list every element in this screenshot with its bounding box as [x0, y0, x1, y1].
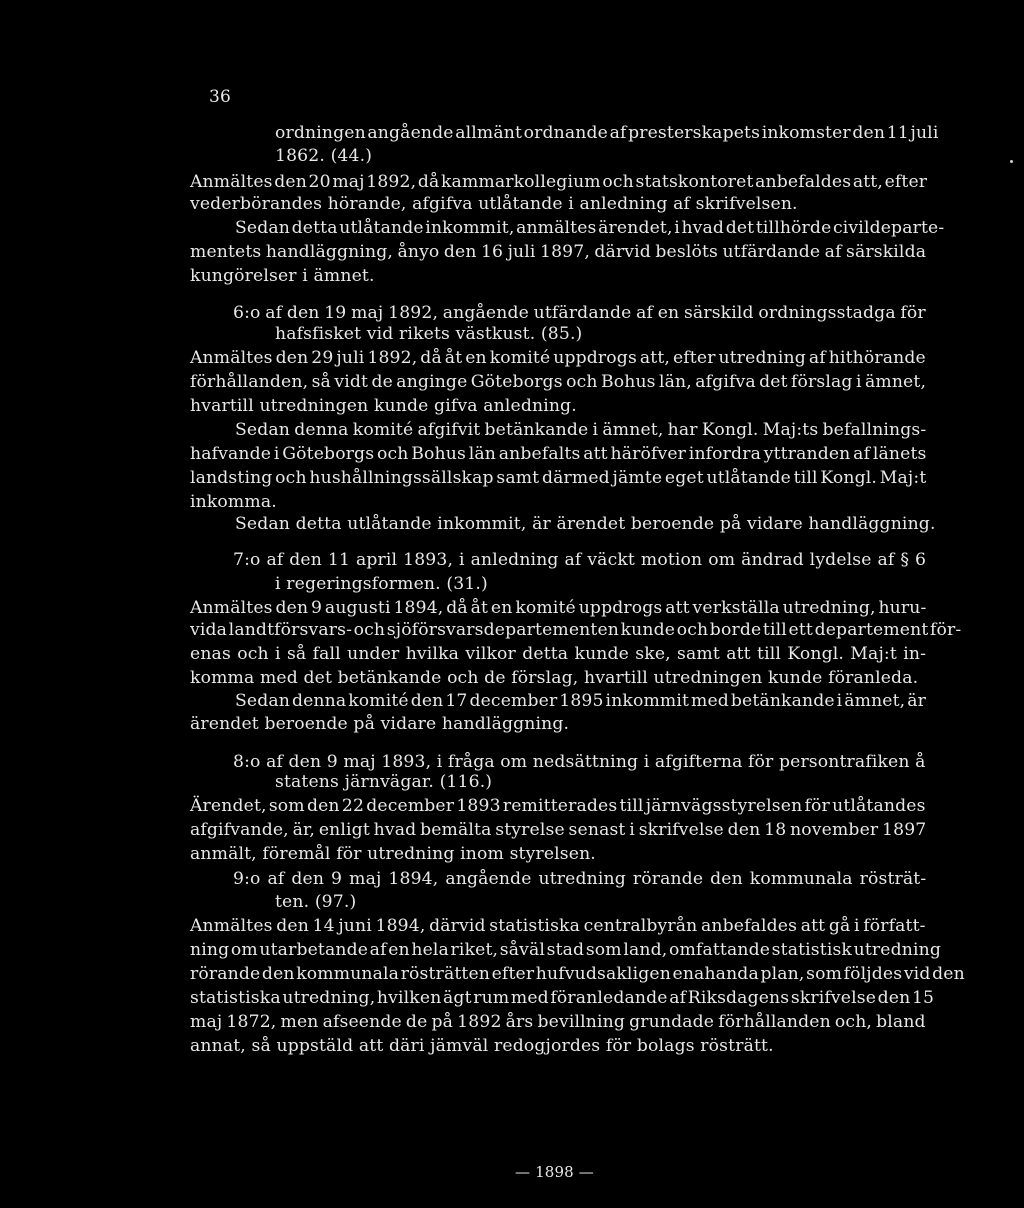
text-line: landsting och hushållningssällskap samt därmed jämte eget utlåtande till Kongl. Maj:t	[190, 468, 927, 488]
text-line: annat, så uppstäld att däri jämväl redogjordes för bolags rösträtt.	[190, 1036, 774, 1056]
text-line: rörande den kommunala rösträtten efter hufvudsakligen enahanda plan, som följdes vid den	[190, 964, 965, 984]
text-line: enas och i så fall under hvilka vilkor detta kunde ske, samt att till Kongl. Maj:t in-	[190, 644, 927, 664]
text-line: förhållanden, så vidt de anginge Göteborgs och Bohus län, afgifva det förslag i ämnet,	[190, 372, 927, 392]
text-line: komma med det betänkande och de förslag, hvartill utredningen kunde föranleda.	[190, 668, 919, 688]
text-line: 6:o af den 19 maj 1892, angående utfärdande af en särskild ordningsstadga för	[233, 303, 926, 323]
text-line: hafvande i Göteborgs och Bohus län anbefalts att häröfver infordra yttranden af länets	[190, 444, 927, 464]
text-line: Anmältes den 29 juli 1892, då åt en komité uppdrogs att, efter utredning af hithörande	[190, 348, 926, 368]
text-line: Sedan detta utlåtande inkommit, är ärendet beroende på vidare handläggning.	[235, 514, 936, 534]
text-line: 7:o af den 11 april 1893, i anledning af väckt motion om ändrad lydelse af § 6	[233, 550, 927, 570]
text-line: Sedan denna komité den 17 december 1895 inkommit med betänkande i ämnet, är	[235, 691, 927, 711]
text-line: vida landtförsvars- och sjöförsvarsdepartementen kunde och borde till ett departement för-	[190, 620, 962, 640]
text-line: kungörelser i ämnet.	[190, 266, 375, 286]
text-line: maj 1872, men afseende de på 1892 års bevillning grundade förhållanden och, bland	[190, 1012, 926, 1032]
text-line: Sedan detta utlåtande inkommit, anmältes ärendet, i hvad det tillhörde civildeparte-	[235, 218, 945, 238]
text-line: Ärendet, som den 22 december 1893 remitterades till järnvägsstyrelsen för utlåtandes	[190, 796, 926, 816]
page-number: 36	[209, 87, 231, 107]
text-line: 1862. (44.)	[275, 146, 373, 166]
text-line: 8:o af den 9 maj 1893, i fråga om nedsättning i afgifterna för persontrafiken å	[233, 752, 926, 772]
text-line: ning om utarbetande af en hela riket, såväl stad som land, omfattande statistisk utredning	[190, 940, 941, 960]
text-line: Sedan denna komité afgifvit betänkande i ämnet, har Kongl. Maj:ts befallnings-	[235, 420, 927, 440]
text-line: hafsfisket vid rikets västkust. (85.)	[275, 324, 583, 344]
text-line: hvartill utredningen kunde gifva anledning.	[190, 396, 577, 416]
text-line: 9:o af den 9 maj 1894, angående utredning rörande den kommunala rösträt-	[233, 869, 927, 889]
text-line: vederbörandes hörande, afgifva utlåtande i anledning af skrifvelsen.	[190, 194, 798, 214]
text-line: ordningen angående allmänt ordnande af presterskapets inkomster den 11 juli	[275, 123, 939, 143]
text-line: inkomma.	[190, 492, 277, 512]
scan-speck	[1010, 160, 1013, 163]
text-line: statens järnvägar. (116.)	[275, 772, 493, 792]
text-line: ten. (97.)	[275, 892, 357, 912]
text-line: afgifvande, är, enligt hvad bemälta styrelse senast i skrifvelse den 18 november 1897	[190, 820, 927, 840]
page-footer: — 1898 —	[515, 1163, 594, 1181]
text-line: mentets handläggning, ånyo den 16 juli 1897, därvid beslöts utfärdande af särskilda	[190, 242, 927, 262]
text-line: statistiska utredning, hvilken ägt rum med föranledande af Riksdagens skrifvelse den 15	[190, 988, 935, 1008]
text-line: Anmältes den 14 juni 1894, därvid statistiska centralbyrån anbefaldes att gå i författ-	[190, 916, 926, 936]
text-line: anmält, föremål för utredning inom styrelsen.	[190, 844, 596, 864]
text-line: ärendet beroende på vidare handläggning.	[190, 714, 570, 734]
text-line: Anmältes den 20 maj 1892, då kammarkollegium och statskontoret anbefaldes att, efter	[190, 172, 928, 192]
text-line: Anmältes den 9 augusti 1894, då åt en komité uppdrogs att verkställa utredning, huru-	[190, 598, 927, 618]
text-line: i regeringsformen. (31.)	[275, 574, 488, 594]
